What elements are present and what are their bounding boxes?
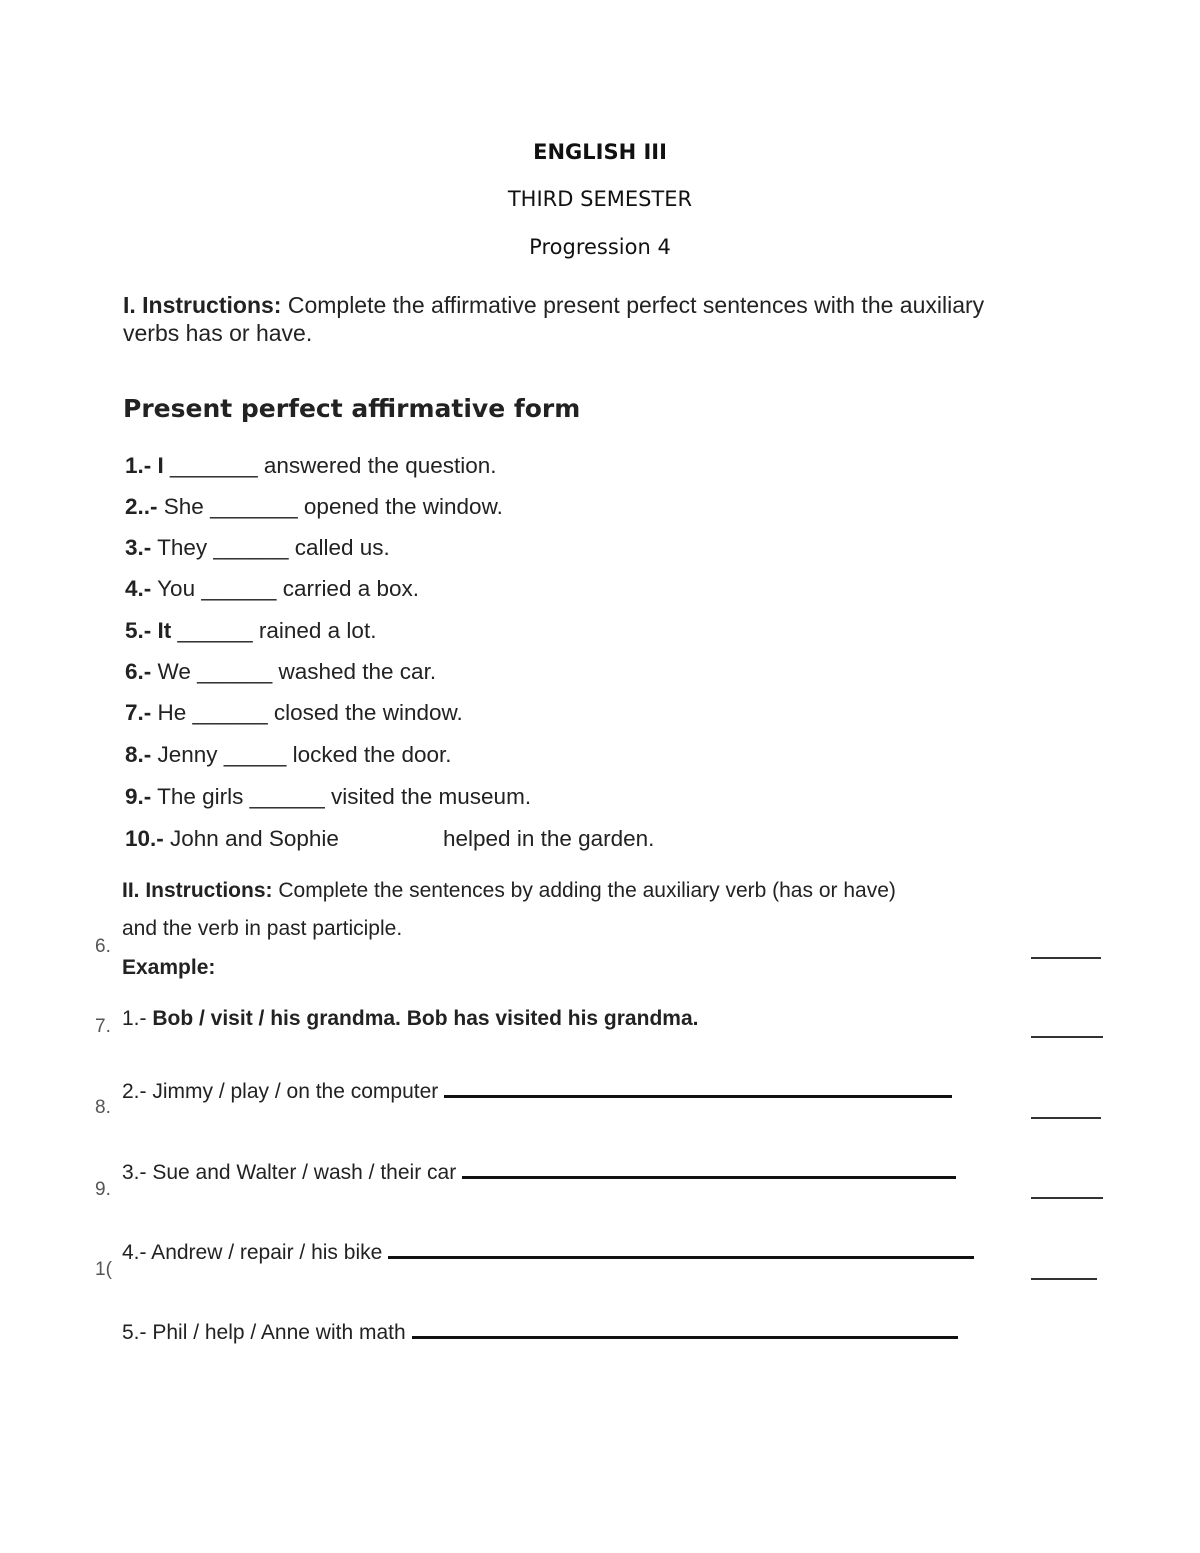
margin-number: 7. <box>95 1016 111 1037</box>
exercise-item-5: 5.- It ______ rained a lot. <box>125 618 377 643</box>
exercise-4: 4.- Andrew / repair / his bike <box>122 1241 974 1265</box>
exercise-3: 3.- Sue and Walter / wash / their car <box>122 1161 956 1185</box>
exercise-2: 2.- Jimmy / play / on the computer <box>122 1080 952 1104</box>
section1-instructions-line1 <box>123 292 984 319</box>
section1-title: Present perfect affirmative form <box>123 394 581 423</box>
exercise-item-8: 8.- Jenny _____ locked the door. <box>125 742 452 767</box>
exercise-item-7: 7.- He ______ closed the window. <box>125 700 463 725</box>
exercise-item-2: 2..- She _______ opened the window. <box>125 494 503 519</box>
margin-number: 1( <box>95 1259 112 1280</box>
margin-line <box>1031 1036 1103 1038</box>
answer-blank: ______ <box>197 659 273 684</box>
margin-line <box>1031 1278 1097 1280</box>
margin-number: 8. <box>95 1097 111 1118</box>
margin-line <box>1031 957 1101 959</box>
answer-line <box>412 1336 958 1339</box>
answer-blank: _______ <box>170 453 258 478</box>
section2-text-1: Complete the sentences by adding the auxiliary verb (has or have) <box>272 879 896 902</box>
semester-label: THIRD SEMESTER <box>507 187 693 211</box>
example-label: Example: <box>122 956 216 979</box>
exercise-item-6: 6.- We ______ washed the car. <box>125 659 437 684</box>
margin-line <box>1031 1117 1101 1119</box>
progression-label: Progression 4 <box>529 235 671 259</box>
margin-number: 6. <box>95 936 111 957</box>
exercise-item-9: 9.- The girls ______ visited the museum. <box>125 784 532 809</box>
section2-instructions-line2: and the verb in past participle. <box>122 917 403 940</box>
exercise-item-1: 1.- I _______ answered the question. <box>125 453 497 478</box>
answer-line <box>444 1095 952 1098</box>
answer-line <box>388 1256 974 1259</box>
answer-blank: ______ <box>192 700 268 725</box>
exercise-item-4: 4.- You ______ carried a box. <box>125 576 420 601</box>
exercise-item-10: 10.- John and Sophie <box>125 826 339 851</box>
course-title: ENGLISH III <box>533 140 667 164</box>
section2-instructions-line1 <box>122 879 896 903</box>
section1-label: I. Instructions: <box>123 292 282 318</box>
answer-blank: _____ <box>223 742 287 767</box>
answer-blank: ______ <box>177 618 253 643</box>
exercise-item-10-rest: helped in the garden. <box>443 826 655 851</box>
answer-blank: ______ <box>249 784 325 809</box>
answer-blank: ______ <box>213 535 289 560</box>
example-sentence: 1.- Bob / visit / his grandma. Bob has visited his grandma. <box>122 1007 699 1030</box>
answer-blank: ______ <box>201 576 277 601</box>
answer-blank: _______ <box>210 494 298 519</box>
section1-instructions-line2: verbs has or have. <box>123 320 313 346</box>
section2-label: II. Instructions: <box>122 879 273 902</box>
exercise-5: 5.- Phil / help / Anne with math <box>122 1321 958 1345</box>
margin-number: 9. <box>95 1179 111 1200</box>
section1-text-1: Complete the affirmative present perfect sentences with the auxiliary <box>281 292 985 318</box>
margin-line <box>1031 1197 1103 1199</box>
answer-line <box>462 1176 956 1179</box>
exercise-item-3: 3.- They ______ called us. <box>125 535 390 560</box>
